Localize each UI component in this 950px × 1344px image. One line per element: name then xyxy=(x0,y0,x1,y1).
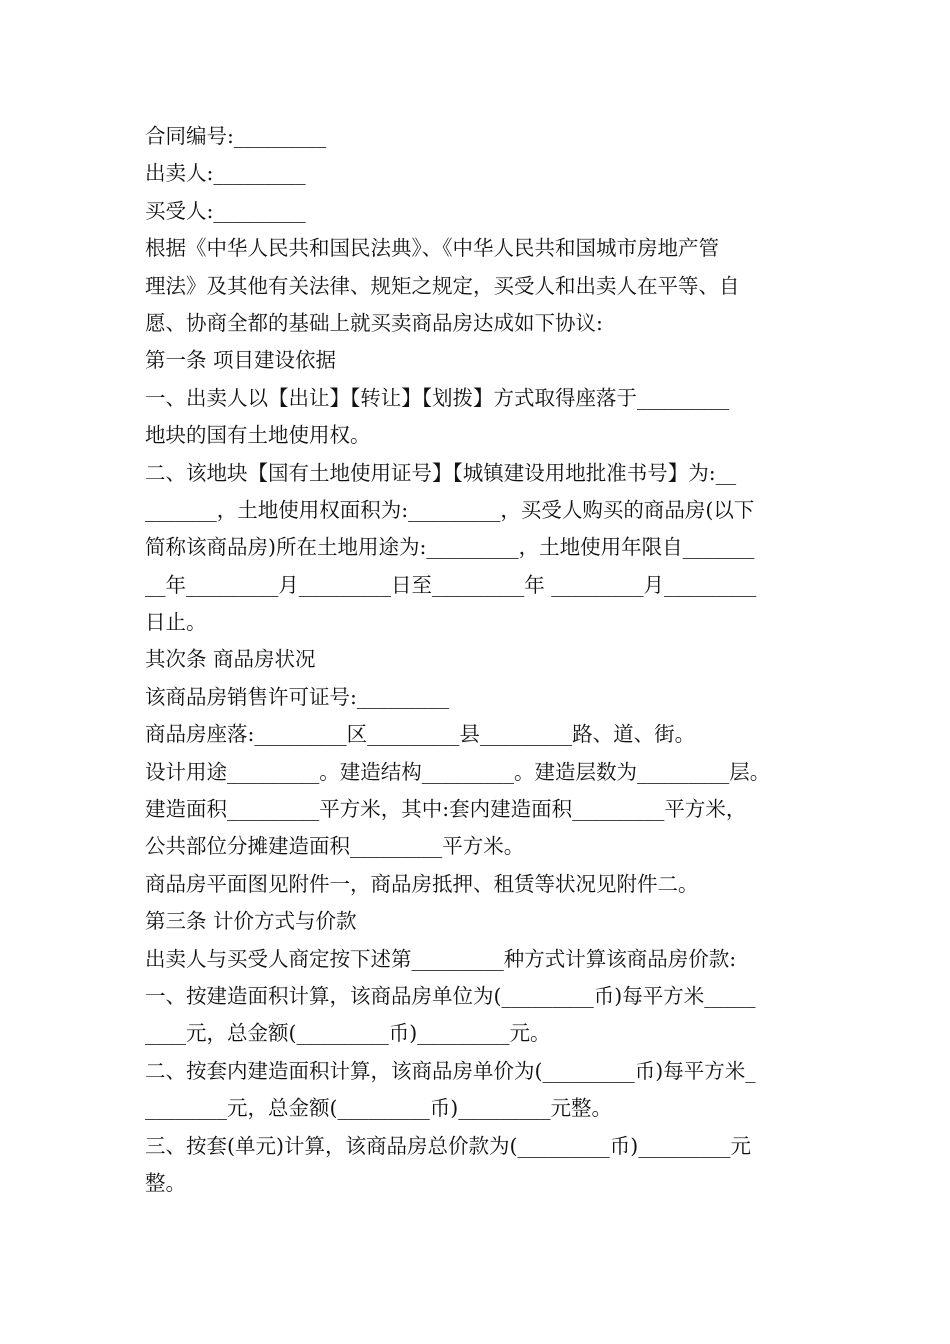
contract-text-line: _______，土地使用权面积为:_________，买受人购买的商品房(以下 xyxy=(145,497,755,522)
contract-text-line: 简称该商品房)所在土地用途为:_________，土地使用年限自_______ xyxy=(145,535,755,560)
contract-text-line: 该商品房销售许可证号:_________ xyxy=(145,684,450,709)
contract-text-line: 一、出卖人以【出让】【转让】【划拨】方式取得座落于_________ xyxy=(145,385,730,410)
contract-text-line: 设计用途_________。建造结构_________。建造层数为_________层。 xyxy=(145,759,771,784)
contract-text-line: 整。 xyxy=(145,1170,186,1195)
contract-text-line: 商品房平面图见附件一，商品房抵押、租赁等状况见附件二。 xyxy=(145,871,699,896)
contract-text-line: 理法》及其他有关法律、规矩之规定，买受人和出卖人在平等、自 xyxy=(145,273,740,298)
contract-text-line: 建造面积_________平方米，其中:套内建造面积_________平方米， xyxy=(145,797,747,822)
contract-text-line: 根据《中华人民共和国民法典》、《中华人民共和国城市房地产管 xyxy=(145,236,719,261)
contract-text-line: ________元，总金额(_________币)_________元整。 xyxy=(145,1096,612,1121)
contract-text-line: 二、按套内建造面积计算，该商品房单价为(_________币)每平方米_ xyxy=(145,1058,756,1083)
contract-text-line: __年_________月_________日至_________年 _________月_________ xyxy=(145,572,757,597)
contract-text-line: 地块的国有土地使用权。 xyxy=(145,423,371,448)
contract-text-line: ____元，总金额(_________币)_________元。 xyxy=(145,1021,551,1046)
contract-text-line: 二、该地块【国有土地使用证号】【城镇建设用地批准书号】为:__ xyxy=(145,460,737,485)
contract-text-line: 合同编号:_________ xyxy=(145,124,327,148)
contract-text-line: 日止。 xyxy=(145,610,207,635)
contract-text-line: 第三条 计价方式与价款 xyxy=(145,909,357,934)
contract-text-line: 商品房座落:_________区_________县_________路、道、街。 xyxy=(145,722,696,747)
contract-text-line: 买受人:_________ xyxy=(145,198,306,223)
contract-text-line: 一、按建造面积计算，该商品房单位为(_________币)每平方米_____ xyxy=(145,983,756,1008)
contract-text-line: 出卖人:_________ xyxy=(145,161,306,186)
contract-text-line: 其次条 商品房状况 xyxy=(145,647,316,672)
contract-text-line: 第一条 项目建设依据 xyxy=(145,348,337,373)
contract-text-line: 三、按套(单元)计算，该商品房总价款为(_________币)_________元 xyxy=(145,1133,751,1158)
contract-text-line: 公共部位分摊建造面积_________平方米。 xyxy=(145,834,525,859)
contract-text-line: 愿、协商全都的基础上就买卖商品房达成如下协议: xyxy=(145,310,603,335)
contract-body xyxy=(145,118,825,1202)
contract-text-line: 出卖人与买受人商定按下述第_________种方式计算该商品房价款: xyxy=(145,946,737,971)
